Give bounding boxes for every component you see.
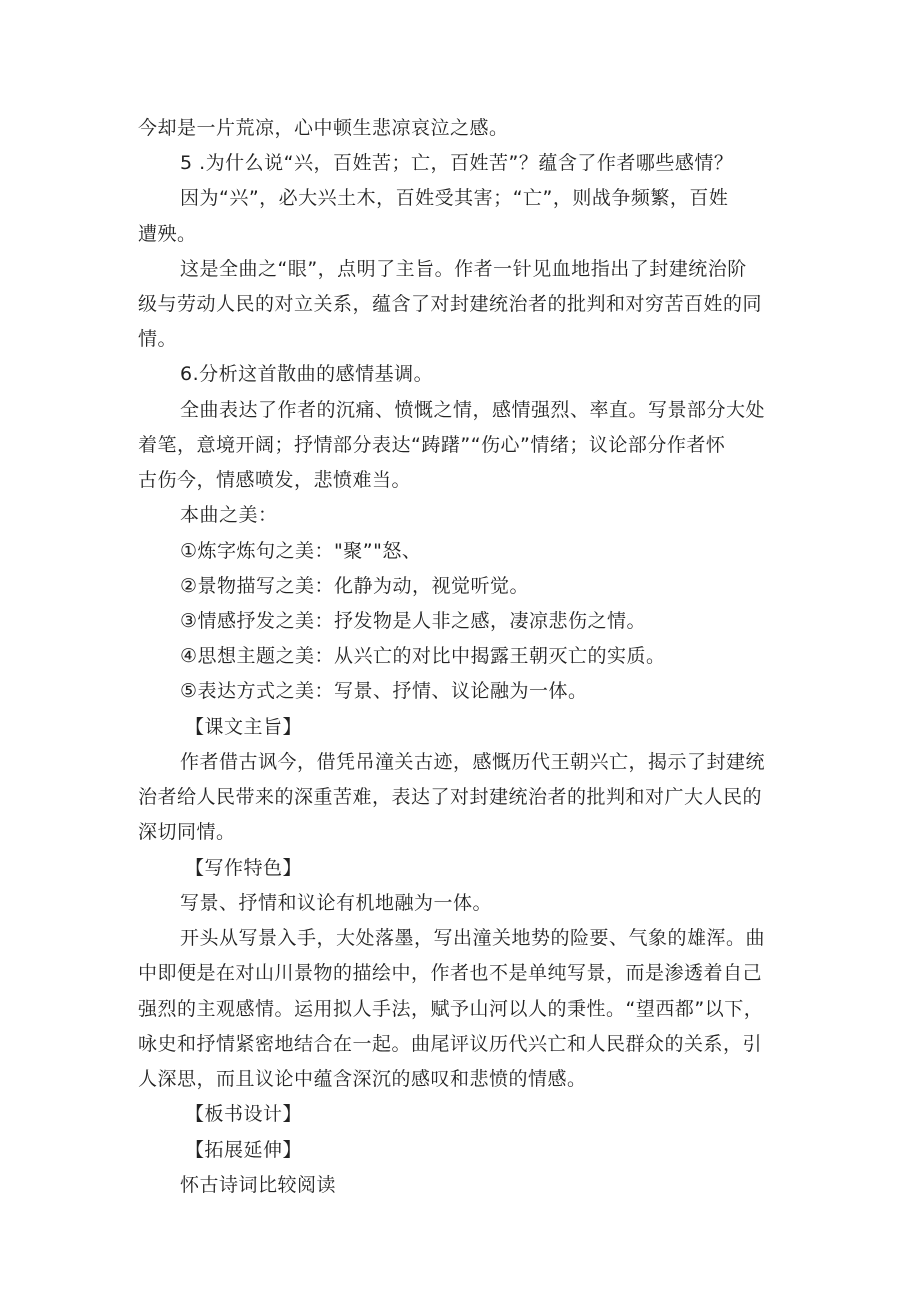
text-line: 全曲表达了作者的沉痛、愤慨之情，感情强烈、率直。写景部分大处 — [180, 399, 766, 421]
text-line: 本曲之美： — [180, 504, 278, 526]
text-line: 作者借古讽今，借凭吊潼关古迹，感慨历代王朝兴亡，揭示了封建统 — [180, 751, 766, 773]
list-item: ⑤表达方式之美：写景、抒情、议论融为一体。 — [180, 680, 588, 702]
text-line: 级与劳动人民的对立关系，蕴含了对封建统治者的批判和对穷苦百姓的同 — [138, 293, 763, 315]
section-heading: 【写作特色】 — [185, 857, 303, 879]
text-line: 今却是一片荒凉，心中顿生悲凉哀泣之感。 — [138, 117, 509, 139]
text-line: 中即便是在对山川景物的描绘中，作者也不是单纯写景，而是渗透着自己 — [138, 962, 763, 984]
section-heading: 【课文主旨】 — [185, 716, 303, 738]
list-item: ②景物描写之美：化静为动，视觉听觉。 — [180, 575, 530, 597]
section-heading: 【拓展延伸】 — [185, 1139, 303, 1161]
text-line: 着笔，意境开阔；抒情部分表达“踌躇”“伤心”情绪；议论部分作者怀 — [138, 434, 726, 456]
text-line: 咏史和抒情紧密地结合在一起。曲尾评议历代兴亡和人民群众的关系，引 — [138, 1033, 763, 1055]
text-line: 写景、抒情和议论有机地融为一体。 — [180, 892, 493, 914]
text-line: 因为“兴”，必大兴土木，百姓受其害；“亡”，则战争频繁，百姓 — [180, 187, 729, 209]
text-line: 遭殃。 — [138, 223, 197, 245]
text-line: 开头从写景入手，大处落墨，写出潼关地势的险要、气象的雄浑。曲 — [180, 927, 766, 949]
text-line: 怀古诗词比较阅读 — [180, 1174, 337, 1196]
question-5: 5 .为什么说“兴，百姓苦；亡，百姓苦”？蕴含了作者哪些感情？ — [180, 152, 734, 174]
text-line: 这是全曲之“眼”，点明了主旨。作者一针见血地指出了封建统治阶 — [180, 258, 747, 280]
text-line: 古伤今，情感喷发，悲愤难当。 — [138, 469, 412, 491]
text-line: 强烈的主观感情。运用拟人手法，赋予山河以人的秉性。“望西都”以下， — [138, 998, 764, 1020]
section-heading: 【板书设计】 — [185, 1103, 303, 1125]
text-line: 治者给人民带来的深重苦难，表达了对封建统治者的批判和对广大人民的 — [138, 786, 763, 808]
text-line: 情。 — [138, 328, 178, 350]
list-item: ①炼字炼句之美："聚”"怒、 — [180, 540, 422, 562]
text-line: 人深思，而且议论中蕴含深沉的感叹和悲愤的情感。 — [138, 1068, 587, 1090]
list-item: ③情感抒发之美：抒发物是人非之感，凄凉悲伤之情。 — [180, 610, 647, 632]
question-6: 6.分析这首散曲的感情基调。 — [180, 363, 434, 385]
list-item: ④思想主题之美：从兴亡的对比中揭露王朝灭亡的实质。 — [180, 645, 666, 667]
text-line: 深切同情。 — [138, 821, 236, 843]
